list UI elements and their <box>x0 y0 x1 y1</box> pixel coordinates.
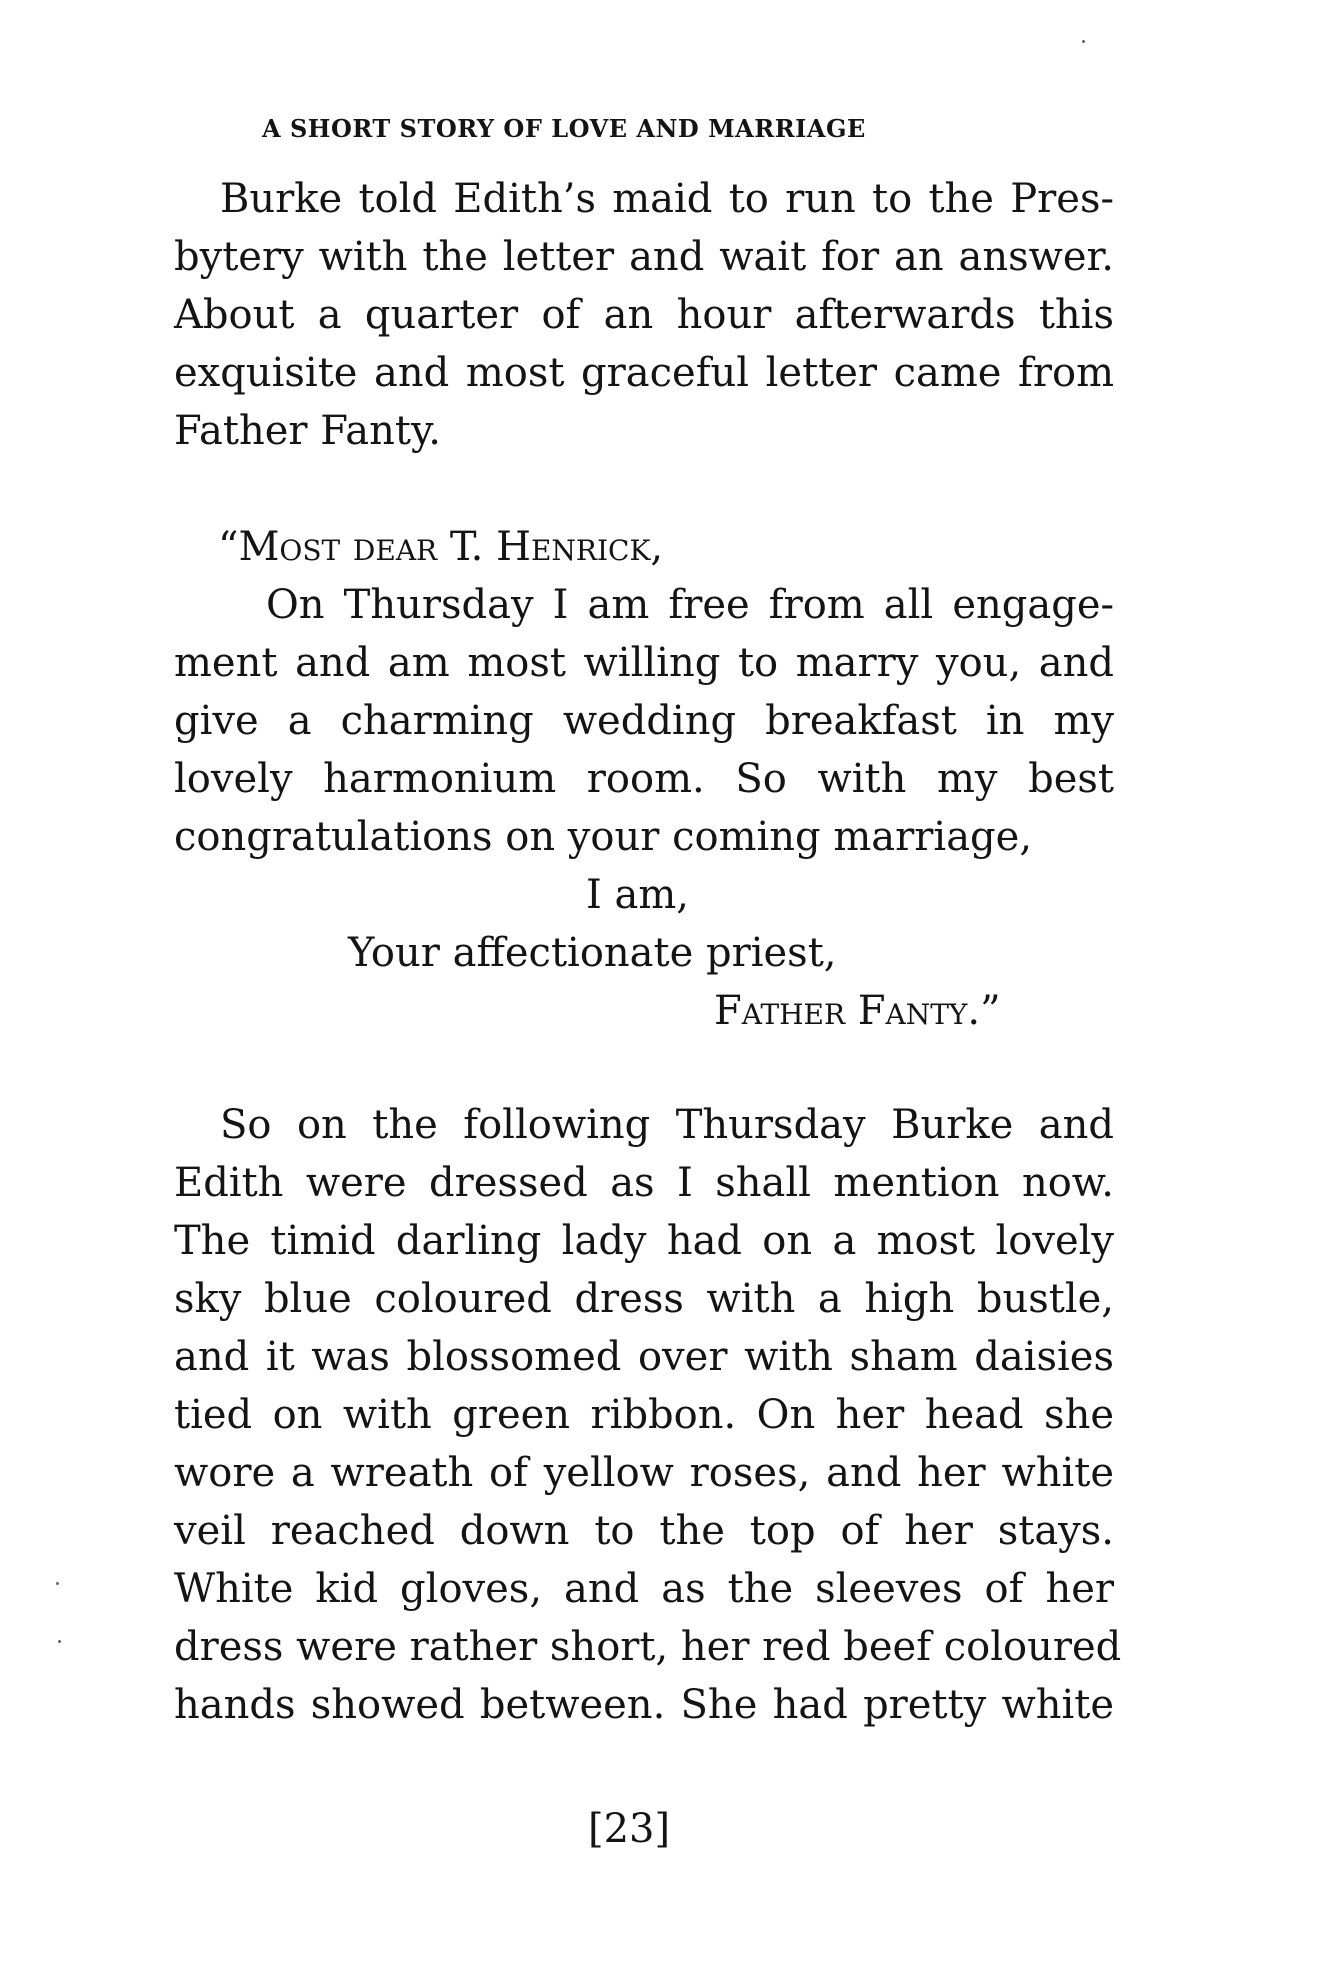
text-line: On Thursday I am free from all engage- <box>266 582 1114 628</box>
running-head: A SHORT STORY OF LOVE AND MARRIAGE <box>262 114 866 143</box>
text-line: White kid gloves, and as the sleeves of her <box>174 1566 1114 1612</box>
text-line: lovely harmonium room. So with my best <box>174 756 1114 802</box>
text-line: The timid darling lady had on a most lovely <box>174 1218 1114 1264</box>
paragraph-wedding-dress <box>174 1096 1122 1734</box>
scan-speck <box>1082 40 1085 43</box>
scan-speck <box>58 1640 61 1643</box>
letter-salutation: “Most dear T. Henrick, <box>218 524 664 570</box>
text-line: congratulations on your coming marriage, <box>174 814 1033 860</box>
paragraph-opening <box>174 170 1114 460</box>
text-line: hands showed between. She had pretty white <box>174 1682 1114 1728</box>
text-line: give a charming wedding breakfast in my <box>174 698 1114 744</box>
text-line: tied on with green ribbon. On her head she <box>174 1392 1114 1438</box>
text-line: Father Fanty. <box>174 408 441 454</box>
scan-speck <box>56 1582 59 1585</box>
text-line: bytery with the letter and wait for an answer. <box>174 234 1114 280</box>
text-line: veil reached down to the top of her stays. <box>174 1508 1114 1554</box>
text-line: Burke told Edith’s maid to run to the Pres- <box>220 176 1114 222</box>
text-line: exquisite and most graceful letter came from <box>174 350 1114 396</box>
page-number: [23] <box>588 1806 671 1852</box>
text-line: About a quarter of an hour afterwards this <box>174 292 1114 338</box>
letter-valediction: Your affectionate priest, <box>348 930 837 976</box>
text-line: Edith were dressed as I shall mention now. <box>174 1160 1114 1206</box>
text-line: So on the following Thursday Burke and <box>220 1102 1114 1148</box>
letter-closing: I am, <box>586 872 690 918</box>
letter-body <box>174 576 1114 866</box>
text-line: ment and am most willing to marry you, and <box>174 640 1114 686</box>
text-line: wore a wreath of yellow roses, and her white <box>174 1450 1114 1496</box>
letter-signature: Father Fanty.” <box>714 988 1001 1034</box>
text-line: dress were rather short, her red beef coloured <box>174 1624 1122 1670</box>
text-line: sky blue coloured dress with a high bustle, <box>174 1276 1114 1322</box>
text-line: and it was blossomed over with sham daisies <box>174 1334 1114 1380</box>
